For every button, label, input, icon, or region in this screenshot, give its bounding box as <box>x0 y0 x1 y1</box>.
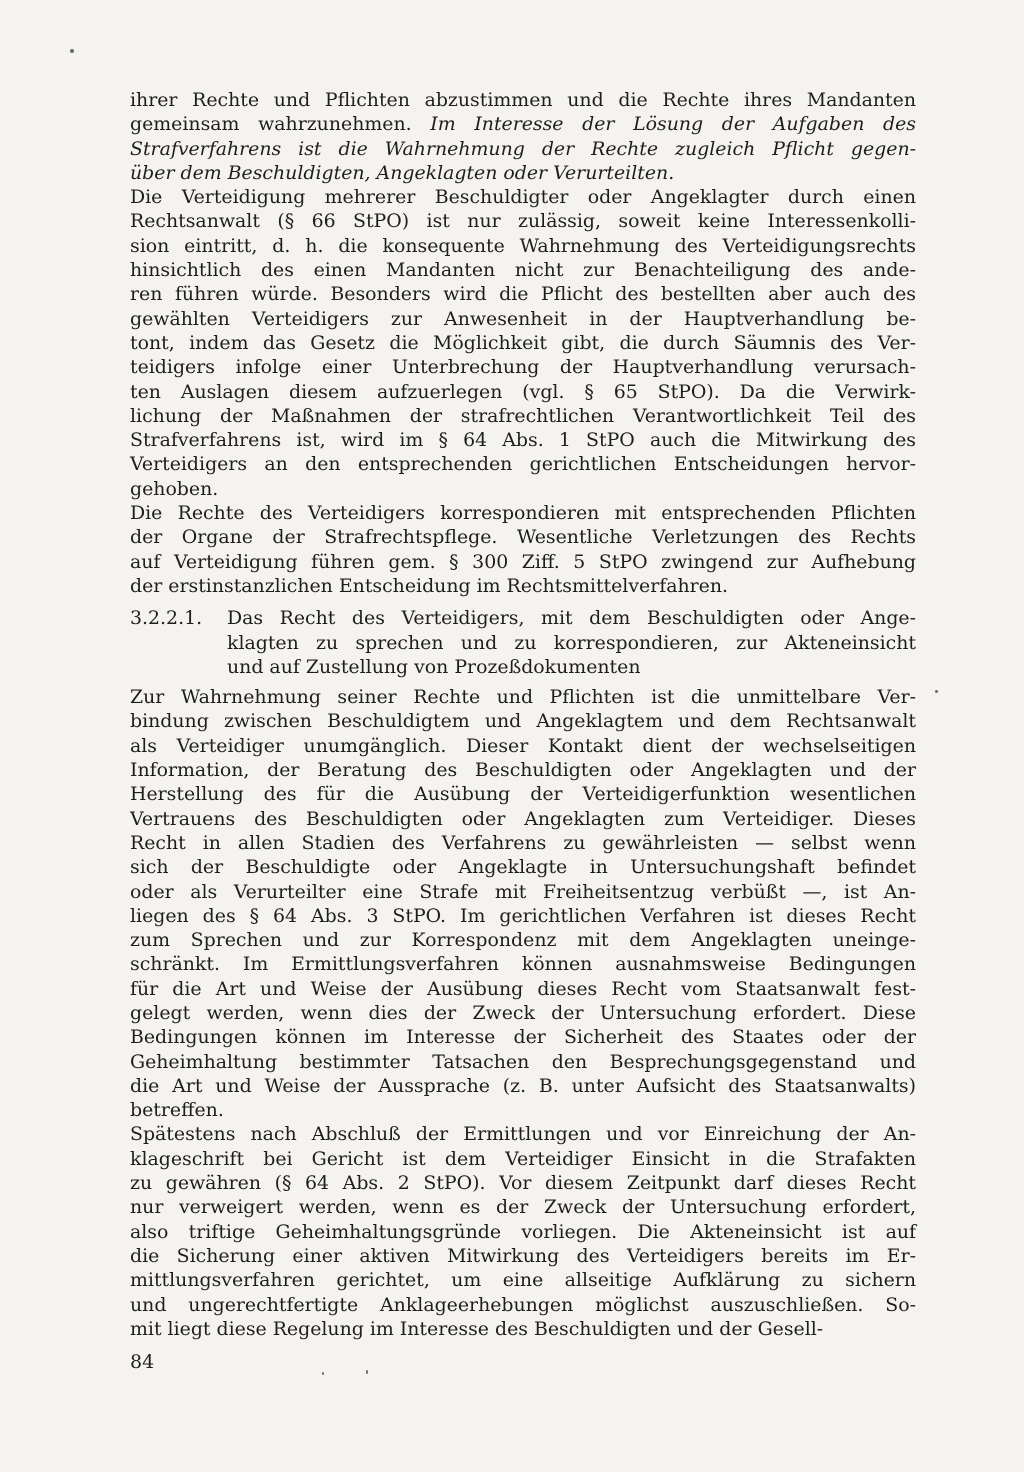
text-segment: zu gewähren (§ 64 Abs. 2 StPO). Vor diesem Zeitpunkt darf dieses Recht <box>130 1172 916 1195</box>
text-segment: Rechtsanwalt (§ 66 StPO) ist nur zulässig, soweit keine Interessenkolli- <box>130 210 916 233</box>
text-line <box>130 1220 916 1244</box>
text-segment: Die Verteidigung mehrerer Beschuldigter oder Angeklagter durch einen <box>130 186 916 209</box>
text-line <box>130 807 916 831</box>
text-segment: auf Verteidigung führen gem. § 300 Ziff. 5 StPO zwingend zur Aufhebung <box>130 550 916 573</box>
text-segment: mit liegt diese Regelung im Interesse des Beschuldigten und der Gesell- <box>130 1317 824 1340</box>
text-line <box>130 831 916 855</box>
text-segment: sich der Beschuldigte oder Angeklagte in Untersuchungshaft befindet <box>130 856 916 879</box>
text-line <box>130 112 916 136</box>
text-line <box>130 1244 916 1268</box>
text-line <box>130 709 916 733</box>
text-segment: mittlungsverfahren gerichtet, um eine allseitige Aufklärung zu sichern <box>130 1269 916 1292</box>
text-segment: und ungerechtfertigte Anklageerhebungen möglichst auszuschließen. So- <box>130 1293 916 1316</box>
text-line <box>130 380 916 404</box>
text-line <box>130 282 916 306</box>
text-line <box>130 404 916 428</box>
text-line <box>130 161 916 185</box>
text-segment: Die Rechte des Verteidigers korrespondieren mit entsprechenden Pflichten <box>130 502 916 525</box>
scan-speck <box>70 49 74 53</box>
paragraph <box>130 501 916 598</box>
text-line <box>130 685 916 709</box>
scan-speck <box>935 690 938 693</box>
italic-text: Strafverfahrens ist die Wahrnehmung der Rechte zugleich Pflicht gegen- <box>130 137 916 160</box>
text-segment: bindung zwischen Beschuldigtem und Angeklagtem und dem Rechtsanwalt <box>130 710 916 733</box>
text-line <box>130 209 916 233</box>
section-heading <box>130 606 916 679</box>
text-segment: Spätestens nach Abschluß der Ermittlungen und vor Einreichung der An- <box>130 1123 916 1146</box>
text-line <box>130 574 916 598</box>
text-segment: ren führen würde. Besonders wird die Pflicht des bestellten aber auch des <box>130 283 916 306</box>
text-segment: betreffen. <box>130 1099 224 1122</box>
text-line <box>130 1171 916 1195</box>
text-line <box>130 977 916 1001</box>
text-line <box>130 1195 916 1219</box>
heading-line: Das Recht des Verteidigers, mit dem Beschuldigten oder Ange- <box>227 607 916 630</box>
text-segment: Herstellung des für die Ausübung der Verteidigerfunktion wesentlichen <box>130 783 916 806</box>
text-line <box>130 477 916 501</box>
text-segment: ihrer Rechte und Pflichten abzustimmen und die Rechte ihres Mandanten <box>130 89 916 111</box>
text-line <box>130 928 916 952</box>
paragraph <box>130 88 916 185</box>
text-line <box>130 550 916 574</box>
text-segment: ten Auslagen diesem aufzuerlegen (vgl. § 65 StPO). Da die Verwirk- <box>130 380 916 403</box>
text-segment: gewählten Verteidigers zur Anwesenheit in der Hauptverhandlung be- <box>130 307 916 330</box>
italic-text: über dem Beschuldigten, Angeklagten oder Verurteilten. <box>130 161 675 184</box>
page-body <box>130 88 916 1341</box>
text-line <box>130 331 916 355</box>
text-line <box>130 88 916 112</box>
text-line <box>130 952 916 976</box>
text-line <box>130 880 916 904</box>
text-segment: hinsichtlich des einen Mandanten nicht zur Benachteiligung des ande- <box>130 259 916 282</box>
text-segment: für die Art und Weise der Ausübung dieses Recht vom Staatsanwalt fest- <box>130 977 916 1000</box>
text-segment: Recht in allen Stadien des Verfahrens zu gewährleisten — selbst wenn <box>130 831 916 854</box>
heading-line: und auf Zustellung von Prozeßdokumenten <box>227 655 641 678</box>
text-line <box>130 307 916 331</box>
text-line <box>130 137 916 161</box>
text-line <box>130 1025 916 1049</box>
text-line <box>130 734 916 758</box>
text-line <box>130 1098 916 1122</box>
paragraph <box>130 685 916 1122</box>
paragraph <box>130 1122 916 1341</box>
text-line <box>130 1122 916 1146</box>
text-segment: oder als Verurteilter eine Strafe mit Freiheitsentzug verbüßt —, ist An- <box>130 880 916 903</box>
text-line <box>130 782 916 806</box>
section-number: 3.2.2.1. <box>130 607 203 630</box>
text-line <box>130 525 916 549</box>
text-line <box>130 501 916 525</box>
text-segment: Verteidigers an den entsprechenden gerichtlichen Entscheidungen hervor- <box>130 453 916 476</box>
scan-speck <box>366 1370 368 1374</box>
text-line <box>130 428 916 452</box>
text-segment: der erstinstanzlichen Entscheidung im Rechtsmittelverfahren. <box>130 574 729 597</box>
text-segment: Strafverfahrens ist, wird im § 64 Abs. 1 StPO auch die Mitwirkung des <box>130 429 916 452</box>
text-segment: sion eintritt, d. h. die konsequente Wahrnehmung des Verteidigungsrechts <box>130 234 916 257</box>
text-segment: Geheimhaltung bestimmter Tatsachen den Besprechungsgegenstand und <box>130 1050 916 1073</box>
text-segment: Bedingungen können im Interesse der Sicherheit des Staates oder der <box>130 1026 916 1049</box>
text-segment: der Organe der Strafrechtspflege. Wesentliche Verletzungen des Rechts <box>130 526 916 549</box>
intro-text <box>130 88 916 598</box>
text-line <box>130 185 916 209</box>
text-segment: Information, der Beratung des Beschuldigten oder Angeklagten und der <box>130 759 916 782</box>
text-segment: also triftige Geheimhaltungsgründe vorliegen. Die Akteneinsicht ist auf <box>130 1220 916 1243</box>
paragraph <box>130 185 916 501</box>
text-segment: tont, indem das Gesetz die Möglichkeit gibt, die durch Säumnis des Ver- <box>130 331 916 354</box>
text-line <box>130 258 916 282</box>
text-segment: klageschrift bei Gericht ist dem Verteidiger Einsicht in die Strafakten <box>130 1147 916 1170</box>
text-line <box>130 1074 916 1098</box>
text-line <box>130 855 916 879</box>
text-segment: Vertrauens des Beschuldigten oder Angeklagten zum Verteidiger. Dieses <box>130 807 916 830</box>
heading-line: klagten zu sprechen und zu korrespondieren, zur Akteneinsicht <box>227 631 916 654</box>
scan-speck <box>322 1372 324 1375</box>
text-segment: nur verweigert werden, wenn es der Zweck der Untersuchung erfordert, <box>130 1196 916 1219</box>
text-segment: Zur Wahrnehmung seiner Rechte und Pflichten ist die unmittelbare Ver- <box>130 686 916 709</box>
text-segment: als Verteidiger unumgänglich. Dieser Kontakt dient der wechselseitigen <box>130 734 916 757</box>
text-line <box>130 234 916 258</box>
text-line <box>130 1317 916 1341</box>
italic-text: Im Interesse der Lösung der Aufgaben des <box>430 113 916 136</box>
text-line <box>130 1050 916 1074</box>
text-line <box>130 1268 916 1292</box>
text-segment: gehoben. <box>130 477 219 500</box>
text-line <box>130 1147 916 1171</box>
section-text <box>130 685 916 1341</box>
text-segment: teidigers infolge einer Unterbrechung der Hauptverhandlung verursach- <box>130 356 916 379</box>
section-title <box>227 606 916 679</box>
text-segment: schränkt. Im Ermittlungsverfahren können ausnahmsweise Bedingungen <box>130 953 916 976</box>
text-segment: gemeinsam wahrzunehmen. <box>130 113 431 136</box>
text-segment: die Art und Weise der Aussprache (z. B. unter Aufsicht des Staatsanwalts) <box>130 1074 916 1097</box>
text-line <box>130 904 916 928</box>
text-line <box>130 452 916 476</box>
page-number: 84 <box>130 1351 155 1373</box>
text-segment: gelegt werden, wenn dies der Zweck der Untersuchung erfordert. Diese <box>130 1001 916 1024</box>
text-line <box>130 355 916 379</box>
text-segment: die Sicherung einer aktiven Mitwirkung des Verteidigers bereits im Er- <box>130 1244 916 1267</box>
text-segment: zum Sprechen und zur Korrespondenz mit dem Angeklagten uneinge- <box>130 929 916 952</box>
text-line <box>130 1293 916 1317</box>
text-line <box>130 758 916 782</box>
text-line <box>130 1001 916 1025</box>
text-segment: lichung der Maßnahmen der strafrechtlichen Verantwortlichkeit Teil des <box>130 404 916 427</box>
text-segment: liegen des § 64 Abs. 3 StPO. Im gerichtlichen Verfahren ist dieses Recht <box>130 904 916 927</box>
